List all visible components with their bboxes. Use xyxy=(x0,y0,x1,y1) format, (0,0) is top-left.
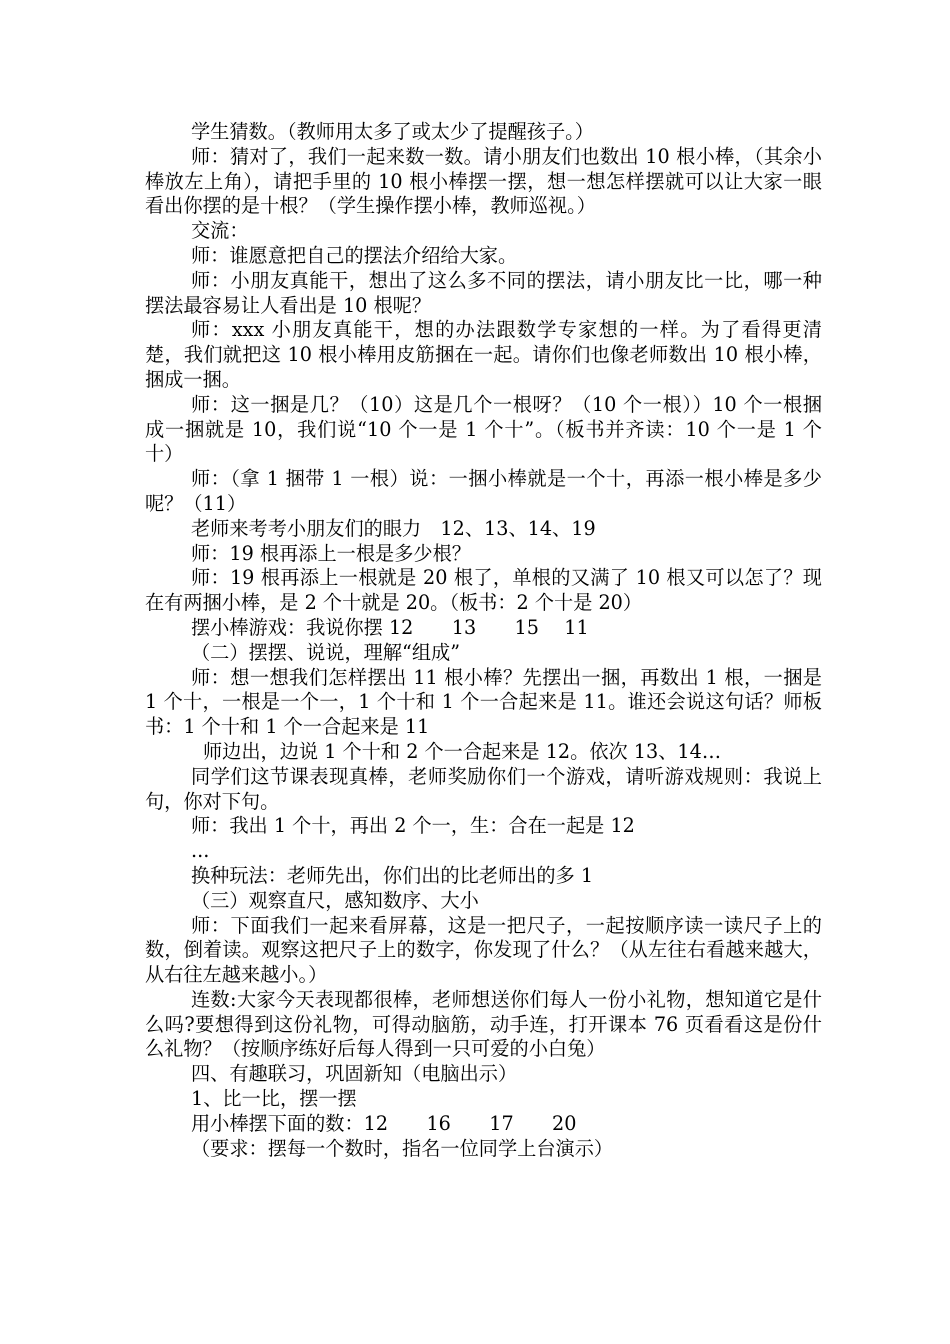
paragraph: 用小棒摆下面的数：12 16 17 20 xyxy=(191,1111,577,1135)
paragraph: 师：xxx 小朋友真能干，想的办法跟数学专家想的一样。为了看得更清楚，我们就把这 10 根小棒用皮筋捆在一起。请你们也像老师数出 10 根小棒，捆成一捆。 xyxy=(145,318,822,391)
paragraph: 师：猜对了，我们一起来数一数。请小朋友们也数出 10 根小棒，（其余小棒放左上角），请把手里的 10 根小棒摆一摆，想一想怎样摆就可以让大家一眼看出你摆的是十根？（学生操作摆小棒，教师巡视。） xyxy=(145,144,822,218)
paragraph: 同学们这节课表现真棒，老师奖励你们一个游戏，请听游戏规则：我说上句，你对下句。 xyxy=(145,764,822,813)
paragraph: 师：我出 1 个十，再出 2 个一，生：合在一起是 12 xyxy=(191,814,635,838)
paragraph: 师边出，边说 1 个十和 2 个一合起来是 12。依次 13、14… xyxy=(203,739,722,763)
ellipsis-line: ... xyxy=(191,839,210,863)
paragraph: 师：下面我们一起来看屏幕，这是一把尺子，一起按顺序读一读尺子上的数，倒着读。观察这把尺子上的数字，你发现了什么？（从左往右看越来越大，从右往左越来越小。） xyxy=(145,913,822,987)
paragraph: 师：谁愿意把自己的摆法介绍给大家。 xyxy=(191,243,518,267)
paragraph: 换种玩法：老师先出，你们出的比老师出的多 1 xyxy=(191,863,594,887)
paragraph: （要求：摆每一个数时，指名一位同学上台演示） xyxy=(191,1136,614,1160)
paragraph: 摆小棒游戏：我说你摆 12 13 15 11 xyxy=(191,615,589,639)
paragraph: 交流： xyxy=(191,219,249,243)
section-heading: （二）摆摆、说说，理解“组成” xyxy=(191,640,461,664)
subsection-heading: 1、比一比，摆一摆 xyxy=(191,1087,357,1111)
section-heading: （三）观察直尺，感知数序、大小 xyxy=(191,888,479,912)
paragraph: 师：这一捆是几？（10）这是几个一根呀？（10 个一根））10 个一根捆成一捆就是 10，我们说“10 个一是 1 个十”。（板书并齐读：10 个一是 1 个十） xyxy=(145,392,822,466)
paragraph: 师：想一想我们怎样摆出 11 根小棒？先摆出一捆，再数出 1 根，一捆是 1 个十，一根是一个一，1 个十和 1 个一合起来是 11。谁还会说这句话？师板书：1 个十和 1 个一合起来是 11 xyxy=(145,665,822,739)
paragraph: 师：（拿 1 捆带 1 一根）说：一捆小棒就是一个十，再添一根小棒是多少呢？（11） xyxy=(145,467,822,515)
paragraph: 连数:大家今天表现都很棒，老师想送你们每人一份小礼物，想知道它是什么吗?要想得到这份礼物，可得动脑筋，动手连，打开课本 76 页看看这是份什么礼物？（按顺序练好后每人得到一只可爱的小白兔） xyxy=(145,987,822,1061)
section-heading: 四、有趣联习，巩固新知（电脑出示） xyxy=(191,1062,518,1086)
paragraph: 师：19 根再添上一根就是 20 根了，单根的又满了 10 根又可以怎了？现在有两捆小棒，是 2 个十就是 20。（板书：2 个十是 20） xyxy=(145,566,822,615)
paragraph: 老师来考考小朋友们的眼力 12、13、14、19 xyxy=(191,516,596,540)
paragraph: 师：19 根再添上一根是多少根？ xyxy=(191,541,471,565)
paragraph: 学生猜数。（教师用太多了或太少了提醒孩子。） xyxy=(191,120,594,143)
paragraph: 师：小朋友真能干，想出了这么多不同的摆法，请小朋友比一比，哪一种摆法最容易让人看出是 10 根呢？ xyxy=(145,268,822,317)
